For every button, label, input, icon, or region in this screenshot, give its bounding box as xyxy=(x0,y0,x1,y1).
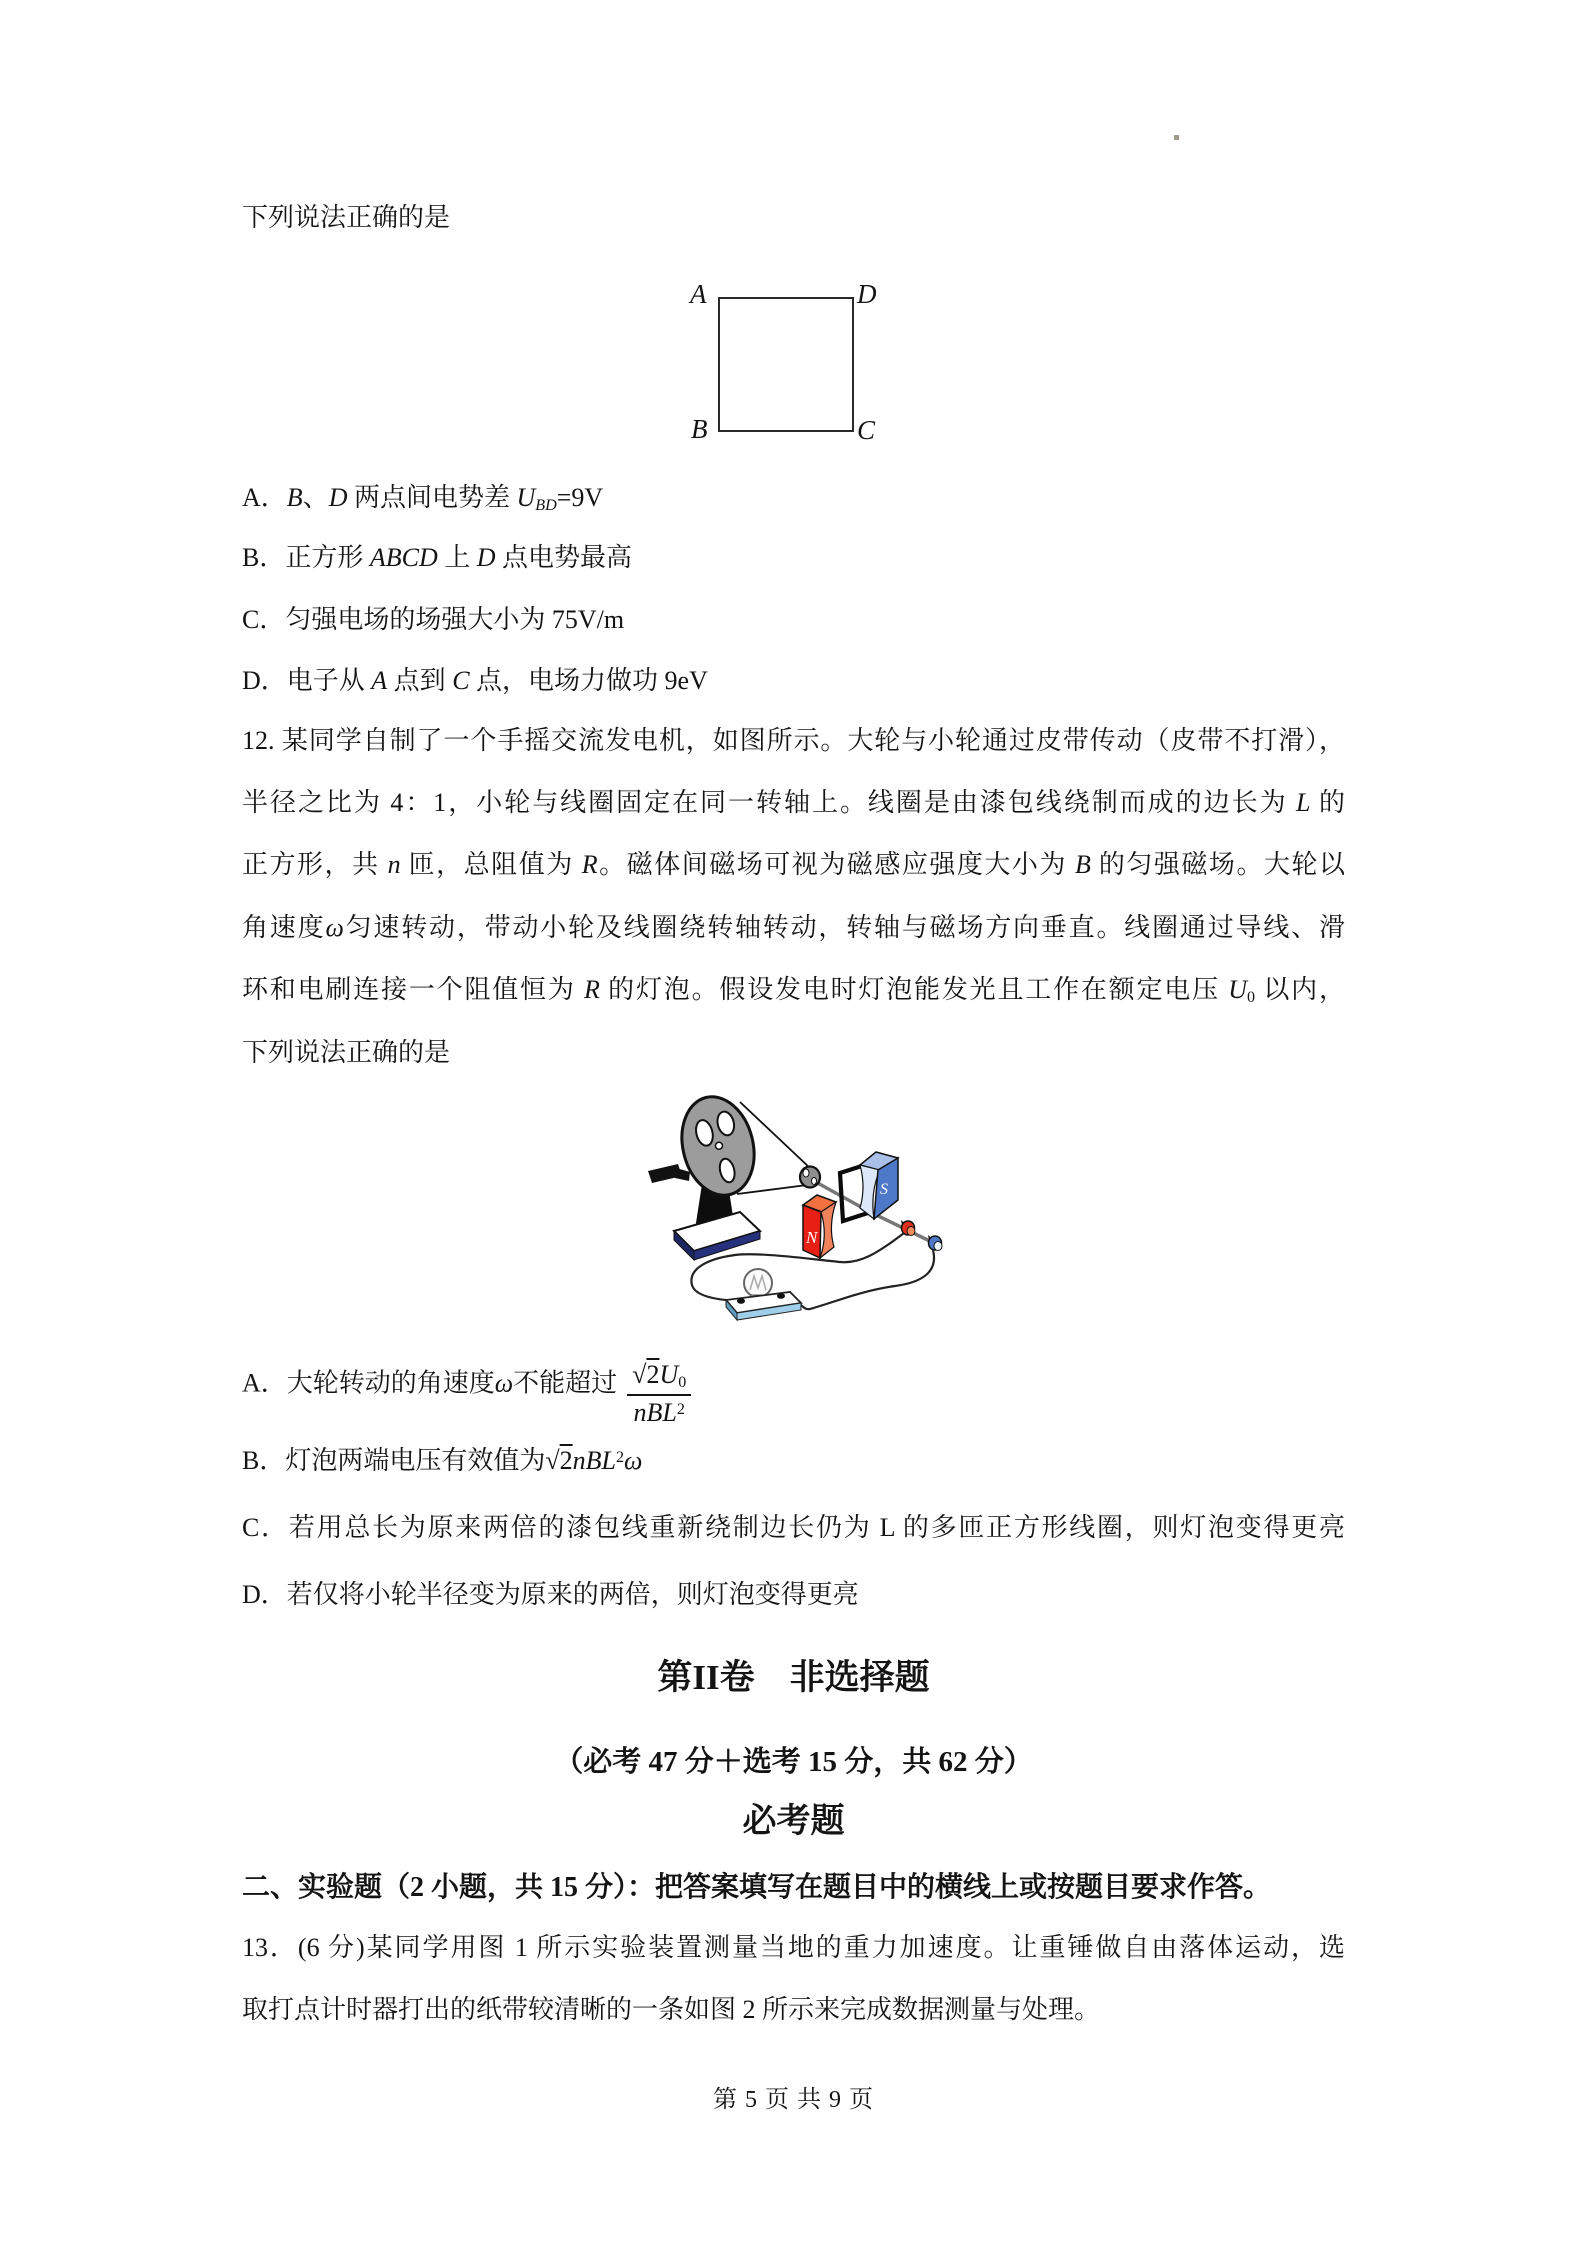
q12-option-d: D．若仅将小轮半径变为原来的两倍，则灯泡变得更亮 xyxy=(242,1580,859,1609)
q12-line-2: 半径之比为 4：1，小轮与线圈固定在同一转轴上。线圈是由漆包线绕制而成的边长为 L 的 xyxy=(242,788,1345,817)
pulley-icon xyxy=(800,1167,820,1188)
q12-line-6: 下列说法正确的是 xyxy=(242,1038,451,1067)
experiment-section-heading: 二、实验题（2 小题，共 15 分）：把答案填写在题目中的横线上或按题目要求作答。 xyxy=(242,1872,1272,1903)
q12-line-3: 正方形，共 n 匝，总阻值为 R。磁体间磁场可视为磁感应强度大小为 B 的匀强磁场。大轮以 xyxy=(242,850,1345,879)
q12-option-a xyxy=(242,1359,691,1430)
corner-label-c: C xyxy=(857,415,876,445)
q11-prompt: 下列说法正确的是 xyxy=(242,203,451,232)
must-answer-title: 必考题 xyxy=(742,1803,845,1840)
magnet-n-label: N xyxy=(806,1228,818,1247)
bulb-board xyxy=(726,1292,801,1320)
q12-line-1: 12. 某同学自制了一个手摇交流发电机，如图所示。大轮与小轮通过皮带传动（皮带不打滑）， xyxy=(242,726,1345,755)
magnet-s xyxy=(860,1152,898,1219)
q12-option-b: B．灯泡两端电压有效值为√2nBL$^2$ω xyxy=(242,1446,643,1475)
q12-option-a-fraction: $\frac{√2U_0}{nBL^2}$ xyxy=(627,1359,691,1430)
q11-option-a: A．B、D 两点间电势差 $U_{BD}=9V$ xyxy=(242,483,604,515)
q11-option-d: D．电子从 A 点到 C 点，电场力做功 9eV xyxy=(242,666,708,695)
q11-option-b: B．正方形 ABCD 上 D 点电势最高 xyxy=(242,543,633,572)
q12-line-4: 角速度ω匀速转动，带动小轮及线圈绕转轴转动，转轴与磁场方向垂直。线圈通过导线、滑 xyxy=(242,913,1345,942)
square-field-diagram xyxy=(718,297,854,432)
q11-option-c: C．匀强电场的场强大小为 75V/m xyxy=(242,605,625,634)
q13-line-1: 13．(6 分)某同学用图 1 所示实验装置测量当地的重力加速度。让重锤做自由落体运动，选 xyxy=(242,1933,1345,1962)
part2-title: 第II卷 非选择题 xyxy=(657,1658,930,1697)
q12-option-a-text: 大轮转动的角速度ω不能超过 xyxy=(286,1368,618,1398)
page-number-footer: 第 5 页 共 9 页 xyxy=(713,2087,874,2113)
magnet-s-label: S xyxy=(880,1181,888,1198)
crank-handle-icon xyxy=(648,1164,690,1183)
q13-line-2: 取打点计时器打出的纸带较清晰的一条如图 2 所示来完成数据测量与处理。 xyxy=(242,1995,1101,2024)
crank-wheel xyxy=(672,1089,764,1203)
part2-subtitle: （必考 47 分＋选考 15 分，共 62 分） xyxy=(554,1746,1033,1778)
q12-option-a-label: A． xyxy=(242,1368,287,1398)
q12-line-5: 环和电刷连接一个阻值恒为 R 的灯泡。假设发电时灯泡能发光且工作在额定电压 $U_0$ 以内， xyxy=(242,975,1345,1007)
scan-artifact-dot xyxy=(1174,135,1179,140)
magnet-n xyxy=(803,1195,836,1258)
generator-illustration xyxy=(640,1088,970,1338)
corner-label-a: A xyxy=(690,279,707,309)
corner-label-b: B xyxy=(691,414,708,444)
q12-option-c: C．若用总长为原来两倍的漆包线重新绕制边长仍为 L 的多匝正方形线圈，则灯泡变得更亮 xyxy=(242,1513,1345,1542)
corner-label-d: D xyxy=(857,279,877,309)
generator-figure xyxy=(640,1088,970,1338)
